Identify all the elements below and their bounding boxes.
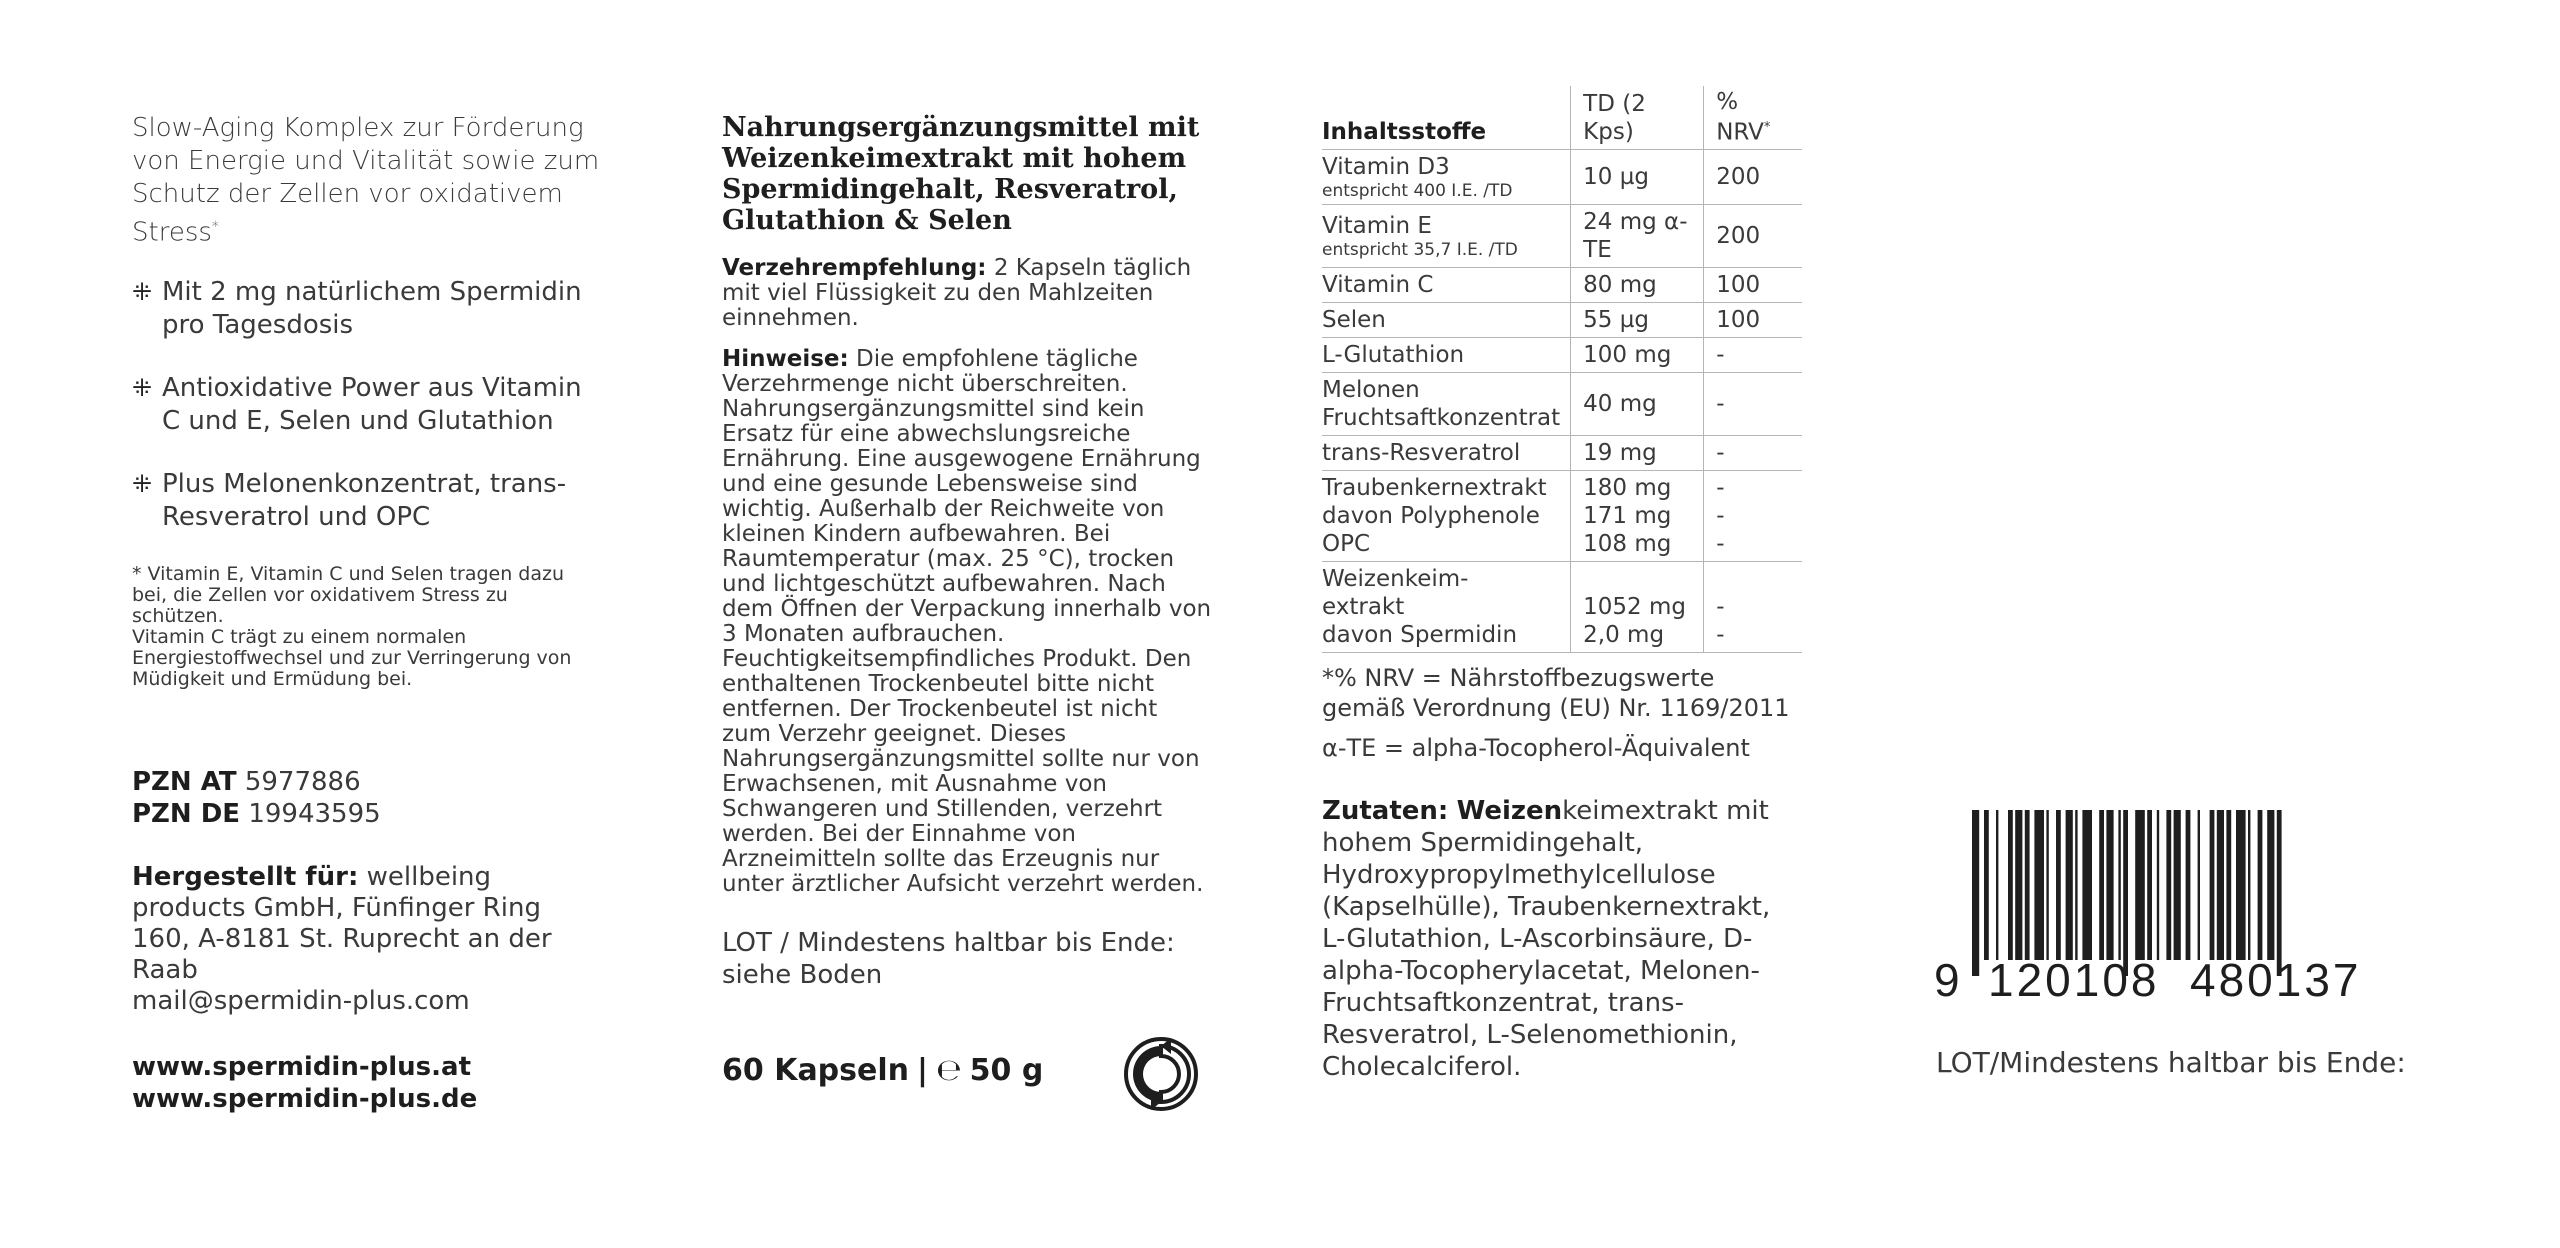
barcode-bar (2157, 810, 2159, 960)
barcode-bar (2226, 810, 2231, 960)
left-column (132, 112, 602, 1115)
nrv-footnote: *% NRV = Nährstoffbezugswerte gemäß Verordnung (EU) Nr. 1169/2011 (1322, 663, 1790, 722)
claim-footnote-mark: * (211, 219, 219, 235)
website-links (132, 1051, 602, 1115)
barcode-bar (2217, 810, 2224, 960)
barcode-bar (2046, 810, 2048, 960)
ean-right-digits: 480137 (2190, 954, 2362, 1000)
pzn-block: PZN AT 5977886 PZN DE 19943595 (132, 766, 381, 829)
dose-recommendation: Verzehrempfehlung: 2 Kapseln täglich mit viel Flüssigkeit zu den Mahlzeiten einnehmen. (722, 255, 1192, 331)
ean-left-digits: 120108 (1988, 954, 2160, 1000)
barcode-bar (2075, 810, 2077, 960)
ingredients: Zutaten: Weizenkeimextrakt mit hohem Spermidingehalt, Hydroxypropylmethylcellulose (Kapselhülle), Traubenkernextrakt, L-Glutathion, L-Ascorbinsäure, D-alpha-Tocopherylacetat, Melonen-Fruchtsaftkonzentrat, trans-Resveratrol, L-Selenomethionin, Cholecalciferol. (1322, 795, 1771, 1082)
table-row-wheat: Weizenkeim- extrakt davon Spermidin 1052 mg 2,0 mg - - (1322, 561, 1802, 652)
barcode-bar (2147, 810, 2152, 960)
notes-paragraph: Hinweise: Die empfohlene tägliche Verzehrmenge nicht überschreiten. Nahrungsergänzungsmittel sind kein Ersatz für eine abwechslungsreiche Ernährung. Eine ausgewogene Ernährung und eine gesunde Lebensweise sind wichtig. Außerhalb der Reichweite von kleinen Kindern aufbewahren. Bei Raumtemperatur (max. 25 °C), trocken und lichtgeschützt aufbewahren. Nach dem Öffnen der Verpackung innerhalb von 3 Monaten aufbrauchen. Feuchtigkeitsempfindliches Produkt. Den enthaltenen Trockenbeutel bitte nicht entfernen. Der Trockenbeutel ist nicht zum Verzehr geeignet. Dieses Nahrungsergänzungsmittel sollte nur von Erwachsenen, mit Ausnahme von Schwangeren und Stillenden, verzehrt werden. Bei der Einnahme von Arzneimitteln sollte das Erzeugnis nur unter ärztlicher Aufsicht verzehrt werden. (722, 346, 1212, 897)
barcode-bar (2198, 810, 2200, 960)
bullet-icon: ⁜ (132, 469, 153, 498)
table-row: trans-Resveratrol 19 mg - (1322, 435, 1802, 470)
bullet-text: Mit 2 mg natürlichem Spermidin pro Tagesdosis (162, 276, 582, 340)
bullet-spermidin (132, 276, 602, 342)
barcode-bar (2123, 810, 2128, 976)
table-row: Vitamin D3 entspricht 400 I.E. /TD 10 µg 200 (1322, 149, 1802, 204)
bullet-text: Antioxidative Power aus Vitamin C und E, Selen und Glutathion (162, 372, 582, 436)
middle-column (722, 112, 1212, 1088)
barcode-bar (1972, 810, 1979, 976)
pzn-de: 19943595 (248, 798, 381, 829)
barcode-bar (2099, 810, 2104, 960)
barcode-bar (2025, 810, 2030, 960)
table-row: Vitamin C 80 mg 100 (1322, 267, 1802, 302)
barcode-bar (2135, 810, 2145, 960)
green-dot-recycling-icon (1123, 1036, 1199, 1112)
barcode-bar (2248, 810, 2250, 960)
bullet-melon (132, 468, 602, 534)
barcode-bar (2277, 810, 2282, 976)
bullet-icon: ⁜ (132, 277, 153, 306)
barcode-bar (2166, 810, 2171, 960)
barcode-bar (2034, 810, 2044, 960)
table-row: Melonen Fruchtsaftkonzentrat 40 mg - (1322, 372, 1802, 435)
barcode-bar (2106, 810, 2113, 960)
nutrition-column (1322, 86, 1802, 1083)
barcode-bar (2082, 810, 2092, 960)
ean-barcode (1932, 810, 2432, 1000)
barcode-bar (2008, 810, 2013, 960)
website-at-link[interactable]: www.spermidin-plus.at (132, 1051, 472, 1082)
barcode-bar (1996, 810, 1998, 960)
barcode-bar (2258, 810, 2263, 960)
barcode-bar (2236, 810, 2246, 960)
table-row: Vitamin E entspricht 35,7 I.E. /TD 24 mg α-TE 200 (1322, 204, 1802, 267)
barcode-bar (2174, 810, 2181, 960)
product-claim: Slow-Aging Komplex zur Förderung von Energie und Vitalität sowie zum Schutz der Zellen vor oxidativem Stress* (132, 113, 600, 248)
bullet-text: Plus Melonenkonzentrat, trans-Resveratrol und OPC (162, 468, 567, 532)
ean-first-digit: 9 (1934, 954, 1960, 1000)
barcode-bar (2210, 810, 2215, 960)
barcode-bar (2186, 810, 2191, 960)
footnote-vitamins: * Vitamin E, Vitamin C und Selen tragen dazu bei, die Zellen vor oxidativem Stress zu schützen. Vitamin C trägt zu einem normalen Energiestoffwechsel und zur Verringerung von Müdigkeit und Ermüdung bei. (132, 562, 572, 690)
lot-info-barcode: LOT/Mindestens haltbar bis Ende: (1936, 1046, 2406, 1079)
table-row: L-Glutathion 100 mg - (1322, 337, 1802, 372)
barcode-bar (1984, 810, 1989, 960)
barcode-bar (2267, 810, 2274, 960)
nutrition-table (1322, 86, 1802, 653)
pzn-at: 5977886 (244, 766, 361, 797)
ate-footnote: α-TE = alpha-Tocopherol-Äquivalent (1322, 733, 1750, 762)
manufacturer-email[interactable]: mail@spermidin-plus.com (132, 985, 470, 1016)
barcode-bar (2118, 810, 2120, 960)
barcode-bar (2056, 810, 2061, 960)
website-de-link[interactable]: www.spermidin-plus.de (132, 1083, 478, 1114)
package-content: 60 Kapseln | ℮ 50 g (722, 1053, 1044, 1088)
manufacturer-block: Hergestellt für: wellbeing products GmbH, Fünfinger Ring 160, A-8181 St. Ruprecht an der Raab mail@spermidin-plus.com (132, 861, 552, 1016)
product-title: Nahrungsergänzungsmittel mit Weizenkeimextrakt mit hohem Spermidingehalt, Resveratrol, Glutathion & Selen (722, 112, 1200, 236)
lot-info: LOT / Mindestens haltbar bis Ende: siehe Boden (722, 928, 1175, 990)
barcode-bar (2066, 810, 2073, 960)
bullet-icon: ⁜ (132, 373, 153, 402)
bullet-antioxidative (132, 372, 602, 438)
barcode-bar (2015, 810, 2022, 960)
table-row: Selen 55 µg 100 (1322, 302, 1802, 337)
table-header: Inhaltsstoffe TD (2 Kps) % NRV* (1322, 86, 1802, 149)
table-row-grape: Traubenkernextrakt davon Polyphenole OPC 180 mg 171 mg 108 mg - - - (1322, 470, 1802, 561)
estimated-sign-icon: ℮ (935, 1053, 962, 1088)
